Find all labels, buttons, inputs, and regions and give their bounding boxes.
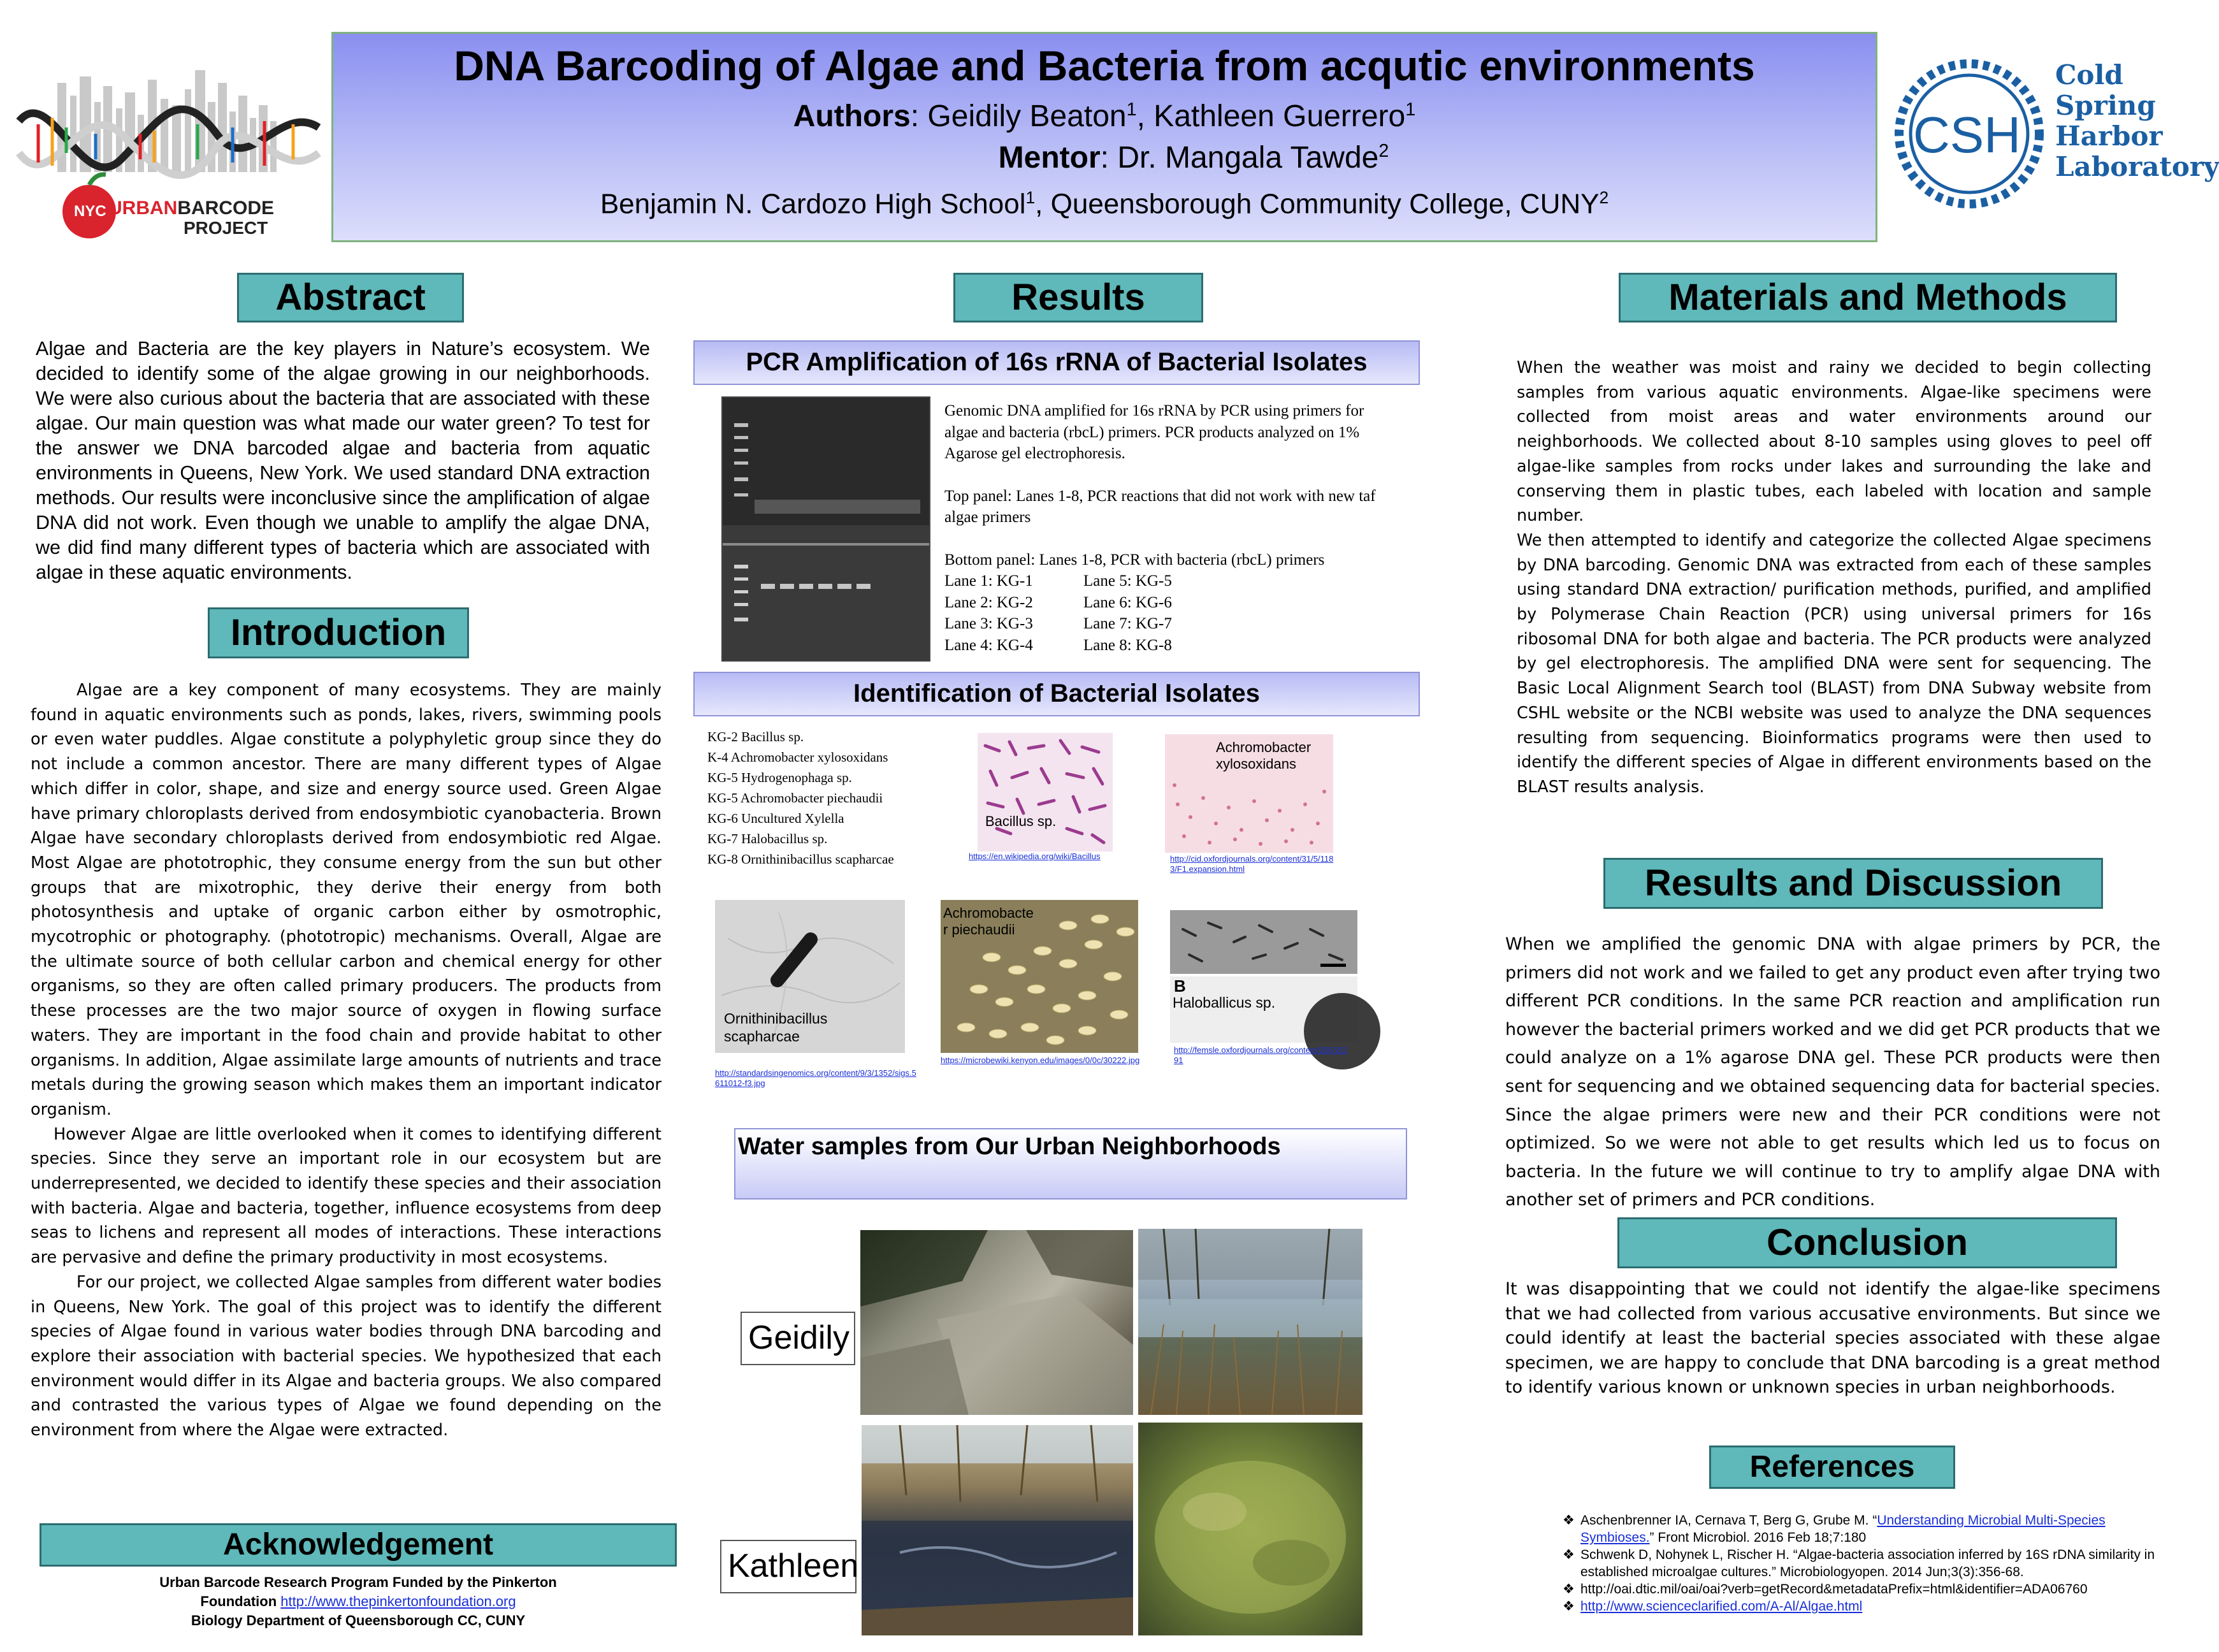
affil-sup-2: 2 (1599, 188, 1609, 207)
introduction-heading: Introduction (208, 607, 469, 658)
top-panel-note: Top panel: Lanes 1-8, PCR reactions that did not work with new taf algae primers (944, 487, 1376, 526)
kathleen-label: Kathleen (720, 1540, 857, 1593)
rock-photo-icon (860, 1230, 1133, 1415)
isolate-item: KG-6 Uncultured Xylella (707, 811, 844, 826)
methods-body (1517, 356, 2151, 800)
isolate-item: K-4 Achromobacter xylosoxidans (707, 750, 888, 765)
bullet-icon: ❖ (1563, 1599, 1575, 1614)
water-samples-heading (734, 1128, 1407, 1199)
moss-photo-icon (1138, 1423, 1362, 1635)
ref3-text: http://oai.dtic.mil/oai/oai?verb=getRecord&metadataPrefix=html&identifier=ADA06760 (1580, 1582, 2088, 1597)
csh-line-4: Laboratory (2055, 151, 2219, 182)
reference-item-1 (1563, 1512, 2168, 1546)
ack-line-1: Urban Barcode Research Program Funded by the Pinkerton (159, 1574, 557, 1590)
lane-left: Lane 2: KG-2 (944, 593, 1033, 611)
author2-sup: 1 (1405, 99, 1416, 120)
ornithinibacillus-label: Ornithinibacillus scapharcae (724, 1010, 828, 1045)
halobacillus-label: Haloballicus sp. (1173, 994, 1276, 1011)
photo-geidily-rock (860, 1230, 1133, 1415)
achromobacter-p-label: Achromobacte r piechaudii (943, 905, 1034, 938)
authors-text: : Geidily Beaton (910, 99, 1127, 133)
lane-right: Lane 8: KG-8 (1083, 636, 1172, 654)
urban-word: URBAN (108, 198, 178, 219)
isolate-item: KG-2 Bacillus sp. (707, 729, 804, 744)
discussion-text: When we amplified the genomic DNA with algae primers by PCR, the primers did not work and we failed to get any product even after trying two different PCR conditions. In the same PCR reaction and amplification run however the bacterial primers worked and we did get PCR products that we could analyze on a 1% agarose DNA gel. These PCR products were then sent for sequencing and we obtained sequencing data for bacterial species. Since the algae primers were new and their PCR conditions were not optimized. So we were not able to get results which led us to focus on bacteria. In the future we will continue to try to amplify algae DNA with another set of primers and PCR conditions. (1505, 934, 2160, 1210)
intro-para-2: However Algae are little overlooked when it comes to identifying different species. Since they serve an important role in our ecosystem but are underrepresented, we decided to identify these species and their association with bacteria. Algae and bacteria, together, influence ecosystems from deep seas to lichens and represent all modes of interactions. These interactions are pervasive and define the primary productivity in most ecosystems. (31, 1124, 661, 1268)
identification-heading: Identification of Bacterial Isolates (693, 672, 1420, 716)
authors-line (333, 99, 1876, 134)
discussion-heading: Results and Discussion (1603, 858, 2103, 909)
intro-para-1: Algae are a key component of many ecosystems. They are mainly found in aquatic environments such as ponds, lakes, rivers, swimming pools or even water puddles. Algae constitute a polyphyletic group since they do not include a common ancestor. There are many different types of Algae which differ in color, shape, and size and energy source used. Green Algae have primary chloroplasts derived from endosymbiotic cyanobacteria. Brown Algae have secondary chloroplasts derived from endosymbiotic red Algae. Most Algae are phototrophic, they consume energy from the sun but other groups that are mixotrophic, they derive their energy from both photosynthesis and uptake of organic carbon either by osmotrophic, mycotrophic or photography. (phototropic) mechanisms. Overall, Algae are the ultimate source of both cellular carbon and chemical energy for other organisms, so they are often called primary producers. The products from these processes are the two major source of oxygen in flowing surface waters. They are important in the food chain and provide habitat to other organisms. In addition, Algae assimilate large amounts of nutrients and trace metals during the growing season which makes them an important indicator organism. (31, 681, 661, 1119)
csh-line-1: Cold (2055, 59, 2123, 91)
introduction-body (31, 678, 661, 1443)
poster-title: DNA Barcoding of Algae and Bacteria from acqutic environments (454, 42, 1755, 89)
affil-sup-1: 1 (1025, 188, 1036, 207)
ornithinibacillus-image (715, 900, 905, 1053)
gel-image (721, 396, 930, 662)
bacillus-image (978, 733, 1113, 851)
mentor-line (333, 140, 1876, 175)
lane-row (944, 570, 1391, 592)
photo-geidily-lake (1138, 1229, 1362, 1415)
photo-kathleen-pond (862, 1425, 1133, 1635)
ref1-post: ” Front Microbiol. 2016 Feb 18;7:180 (1649, 1530, 1867, 1545)
isolate-item: KG-5 Achromobacter piechaudii (707, 790, 883, 806)
references-heading: References (1709, 1446, 1955, 1489)
affil-text-1: Benjamin N. Cardozo High School (600, 188, 1026, 220)
nyc-badge: NYC (74, 203, 106, 220)
urban-barcode-logo (13, 57, 331, 242)
author1-sup: 1 (1126, 99, 1137, 120)
achromobacter-x-image (1165, 734, 1333, 853)
acknowledgement-body (40, 1573, 677, 1630)
achromobacter-p-image (941, 900, 1138, 1053)
title-banner (331, 32, 1877, 242)
reference-item-2 (1563, 1546, 2168, 1581)
mentor-sup: 2 (1378, 141, 1389, 161)
achromobacter-p-url[interactable]: https://microbewiki.kenyon.edu/images/0/0c/30222.jpg (941, 1055, 1140, 1065)
isolate-item: KG-5 Hydrogenophaga sp. (707, 770, 852, 785)
affiliation-line (333, 188, 1876, 221)
pinkerton-link[interactable]: http://www.thepinkertonfoundation.org (280, 1593, 516, 1609)
project-word: PROJECT (184, 218, 268, 238)
references-list (1563, 1512, 2168, 1615)
ack-line-2 (40, 1592, 677, 1611)
mentor-text: : Dr. Mangala Tawde (1100, 141, 1379, 175)
gel-bands-icon (723, 398, 929, 660)
csh-line-3: Harbor (2055, 120, 2163, 152)
halobacillus-url[interactable]: http://femsle.oxfordjournals.org/content/205/2/291 (1174, 1045, 1347, 1065)
bullet-icon: ❖ (1563, 1582, 1575, 1597)
lane-row (944, 613, 1391, 635)
abstract-text: Algae and Bacteria are the key players in Nature’s ecosystem. We decided to identify some of the algae growing in our neighborhoods. We were also curious about the bacteria that are associated with these algae. Our main question was what made our water green? To test for the answer we DNA barcoded algae and bacteria from aquatic environments in Queens, New York. We used standard DNA extraction methods. Our results were inconclusive since the amplification of algae DNA did not work. Even though we unable to amplify the algae DNA, we did find many different types of bacteria which are associated with algae in these aquatic environments. (36, 338, 650, 583)
barcode-word: BARCODE (177, 198, 274, 219)
lane-right: Lane 5: KG-5 (1083, 572, 1172, 590)
isolate-item: KG-7 Halobacillus sp. (707, 831, 828, 846)
bacillus-url[interactable]: https://en.wikipedia.org/wiki/Bacillus (969, 851, 1101, 861)
photo-kathleen-moss (1138, 1423, 1362, 1635)
lanes-table (944, 570, 1391, 656)
lane-right: Lane 7: KG-7 (1083, 615, 1172, 632)
isolate-list (707, 727, 950, 869)
affil-text-2: , Queensborough Community College, CUNY (1035, 188, 1600, 220)
ref1-link[interactable]: Understanding Microbial Multi-Species Symbioses. (1580, 1513, 2106, 1545)
lane-left: Lane 3: KG-3 (944, 615, 1033, 632)
lane-row (944, 635, 1391, 656)
ack-line-3: Biology Department of Queensborough CC, CUNY (191, 1612, 526, 1628)
authors-text-2: , Kathleen Guerrero (1136, 99, 1406, 133)
csh-line-2: Spring (2055, 90, 2156, 121)
csh-wordmark (2055, 60, 2219, 182)
ref1-pre: Aschenbrenner IA, Cernava T, Berg G, Grube M. “ (1580, 1513, 1877, 1528)
lane-right: Lane 6: KG-6 (1083, 593, 1172, 611)
mentor-label: Mentor (998, 141, 1101, 175)
conclusion-heading: Conclusion (1617, 1217, 2117, 1268)
halobacillus-b-label: B (1174, 976, 1186, 996)
bacillus-rods-icon (978, 733, 1113, 851)
pcr-heading: PCR Amplification of 16s rRNA of Bacterial Isolates (693, 340, 1420, 385)
bacillus-label: Bacillus sp. (985, 813, 1057, 829)
bottom-panel-note: Bottom panel: Lanes 1-8, PCR with bacteria (rbcL) primers (944, 551, 1325, 569)
bullet-icon: ❖ (1563, 1547, 1575, 1562)
acknowledgement-heading: Acknowledgement (40, 1523, 677, 1567)
csh-mark: CSH (1913, 106, 2021, 163)
pcr-description-block (944, 400, 1391, 656)
ref4-link[interactable]: http://www.scienceclarified.com/A-Al/Algae.html (1580, 1599, 1863, 1614)
lane-row (944, 592, 1391, 614)
methods-heading: Materials and Methods (1619, 273, 2117, 322)
csh-logo (1886, 51, 2219, 217)
bullet-icon: ❖ (1563, 1513, 1575, 1528)
methods-para-2: We then attempted to identify and categorize the collected Algae specimens by DNA barcoding. Genomic DNA was extracted from each of these samples using standard DNA extraction/ purification methods, purified, and amplified by Polymerase Chain Reaction (PCR) using universal primers for 16s ribosomal DNA for both algae and bacteria. The PCR products were analyzed by gel electrophoresis. The amplified DNA were sent for sequencing. The Basic Local Alignment Search tool (BLAST) from DNA Subway website from CSHL website or the NCBI website was used to analyze the DNA sequences resulting from sequencing. Bioinformatics programs were then used to identify the different species of Algae in different environments based on the BLAST results analysis. (1517, 530, 2151, 797)
abstract-heading: Abstract (237, 273, 464, 322)
urban-barcode-wordmark (108, 199, 274, 218)
halobacillus-panels-icon (1170, 910, 1357, 1043)
achromobacter-x-label: Achromobacter xylosoxidans (1216, 739, 1312, 772)
halobacillus-image (1170, 910, 1357, 1043)
ornithinibacillus-url[interactable]: http://standardsingenomics.org/content/9/3/1352/sigs.5611012-f3.jpg (715, 1068, 916, 1088)
water-samples-title: Water samples from Our Urban Neighborhoods (738, 1133, 1281, 1160)
achromobacter-x-url[interactable]: http://cid.oxfordjournals.org/content/31/5/1183/F1.expansion.html (1170, 854, 1334, 874)
isolate-item: KG-8 Ornithinibacillus scapharcae (707, 851, 894, 867)
conclusion-text: It was disappointing that we could not identify the algae-like specimens that we had collected from various accusative environments. But since we could identify at least the bacterial species associated with these algae specimen, we are happy to conclude that DNA barcoding is a great method to identify various known or unknown species in urban neighborhoods. (1505, 1279, 2160, 1397)
ref2-text: Schwenk D, Nohynek L, Rischer H. “Algae-bacteria association inferred by 16S rDNA similarity in established microalgae cultures.” Microbiologyopen. 2014 Jun;3(3):356-68. (1580, 1547, 2155, 1579)
reference-item-4 (1563, 1598, 2168, 1615)
intro-para-3: For our project, we collected Algae samples from different water bodies in Queens, New York. The goal of this project was to identify the different species of Algae found in various water bodies through DNA barcoding and explore their association with bacterial species. We hypothesized that each environment would differ in its Algae and bacteria groups. We also compared and contrasted the various types of Algae we found depending on the environment from where the Algae were extracted. (31, 1272, 661, 1440)
methods-para-1: When the weather was moist and rainy we decided to begin collecting samples from various aquatic environments. Algae-like specimens were collected from moist areas and water environments around our neighborhoods. We collected about 8-10 samples using gloves to peel off algae-like samples from rocks under lakes and surrounding the lake and conserving them in plastic tubes, each labeled with location and sample number. (1517, 358, 2151, 526)
geidily-label: Geidily (741, 1312, 855, 1365)
lane-left: Lane 1: KG-1 (944, 572, 1033, 590)
lane-left: Lane 4: KG-4 (944, 636, 1033, 654)
authors-label: Authors (793, 99, 911, 133)
pcr-desc: Genomic DNA amplified for 16s rRNA by PCR using primers for algae and bacteria (rbcL) primers. PCR products analyzed on 1% Agarose gel electrophoresis. (944, 402, 1364, 462)
pond-photo-icon (862, 1425, 1133, 1635)
results-heading: Results (953, 273, 1203, 322)
lake-photo-icon (1138, 1229, 1362, 1415)
reference-item-3 (1563, 1581, 2168, 1598)
ack-line-2-text: Foundation (200, 1593, 281, 1609)
